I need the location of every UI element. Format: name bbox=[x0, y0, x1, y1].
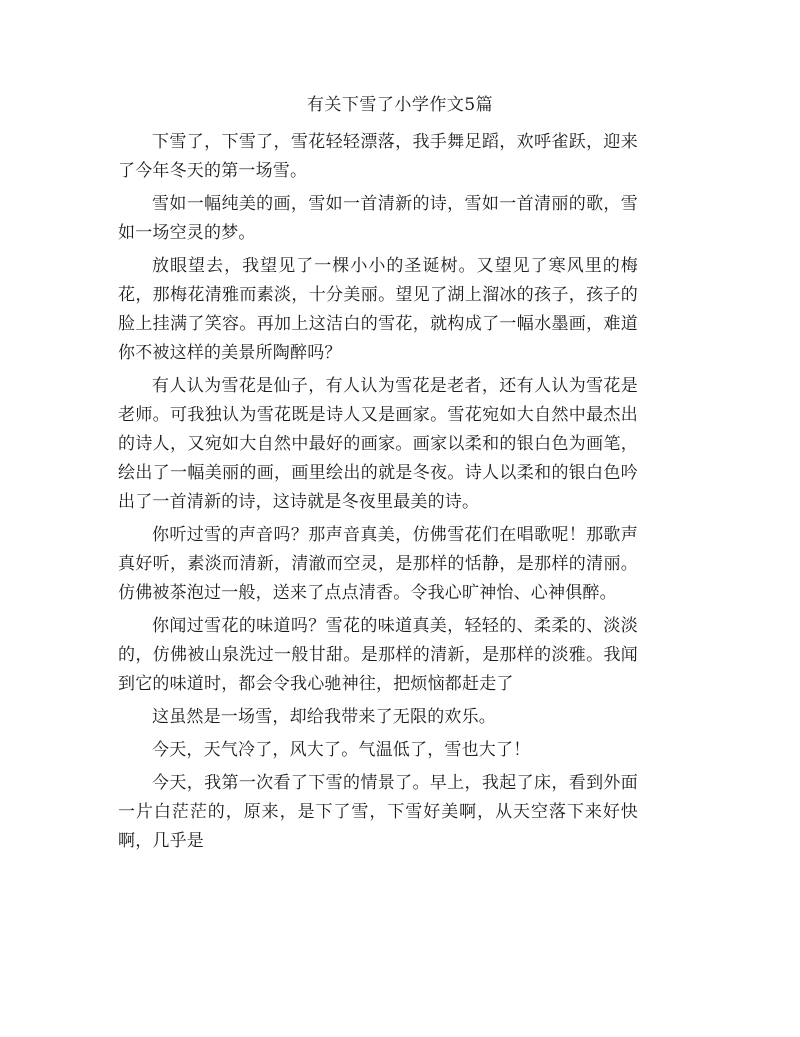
paragraph: 有人认为雪花是仙子，有人认为雪花是老者，还有人认为雪花是老师。可我独认为雪花既是诗人又是画家。雪花宛如大自然中最杰出的诗人，又宛如大自然中最好的画家。画家以柔和的银白色为画笔，绘出了一幅美丽的画，画里绘出的就是冬夜。诗人以柔和的银白色吟出了一首清新的诗，这诗就是冬夜里最美的诗。 bbox=[118, 376, 638, 512]
paragraph: 放眼望去，我望见了一棵小小的圣诞树。又望见了寒风里的梅花，那梅花清雅而素淡，十分美丽。望见了湖上溜冰的孩子，孩子的脸上挂满了笑容。再加上这洁白的雪花，就构成了一幅水墨画，难道你不被这样的美景所陶醉吗？ bbox=[118, 256, 638, 363]
paragraph: 你闻过雪花的味道吗？雪花的味道真美，轻轻的、柔柔的、淡淡的，仿佛被山泉洗过一般甘甜。是那样的清新，是那样的淡雅。我闻到它的味道时，都会令我心驰神往，把烦恼都赶走了 bbox=[118, 616, 638, 694]
paragraph: 今天，我第一次看了下雪的情景了。早上，我起了床，看到外面一片白茫茫的，原来，是下了雪，下雪好美啊，从天空落下来好快啊，几乎是 bbox=[118, 773, 638, 851]
paragraph: 这虽然是一场雪，却给我带来了无限的欢乐。 bbox=[152, 707, 496, 727]
document-title: 有关下雪了小学作文5篇 bbox=[306, 95, 494, 115]
paragraph: 雪如一幅纯美的画，雪如一首清新的诗，雪如一首清丽的歌，雪如一场空灵的梦。 bbox=[118, 194, 638, 243]
paragraph: 你听过雪的声音吗？那声音真美，仿佛雪花们在唱歌呢！那歌声真好听，素淡而清新，清澈而空灵，是那样的恬静，是那样的清丽。仿佛被茶泡过一般，送来了点点清香。令我心旷神怡、心神俱醉。 bbox=[118, 525, 638, 603]
document-body bbox=[118, 128, 638, 860]
paragraph: 今天，天气冷了，风大了。气温低了，雪也大了！ bbox=[152, 740, 531, 760]
paragraph: 下雪了，下雪了，雪花轻轻漂落，我手舞足蹈，欢呼雀跃，迎来了今年冬天的第一场雪。 bbox=[118, 132, 638, 181]
